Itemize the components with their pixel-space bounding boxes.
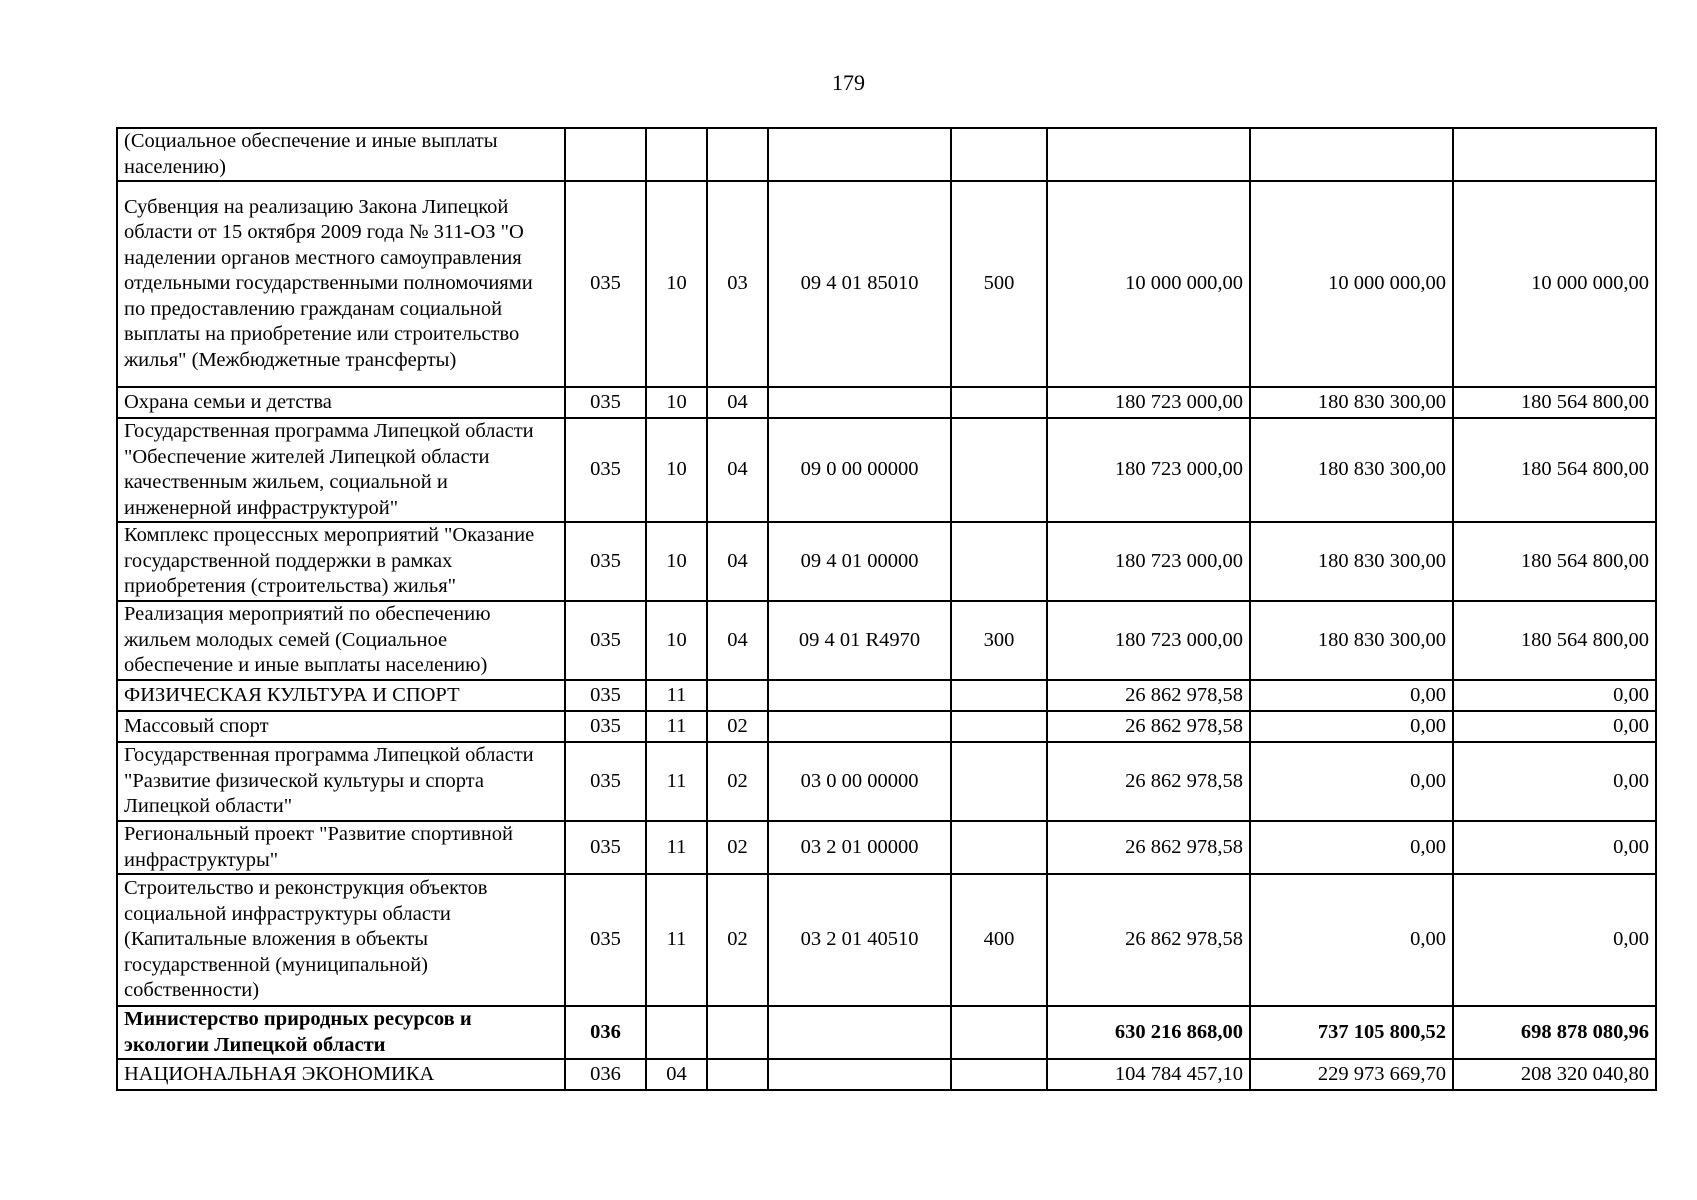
cell-csr [768,387,951,418]
cell-name: Региональный проект "Развитие спортивной инфраструктуры" [117,821,565,874]
cell-vr: 400 [951,874,1047,1006]
cell-rz: 11 [646,680,707,711]
cell-ved [565,128,646,181]
cell-pr: 02 [707,711,768,742]
cell-rz: 11 [646,742,707,821]
cell-amount-y3: 180 564 800,00 [1453,418,1656,522]
cell-rz: 10 [646,387,707,418]
cell-csr [768,1059,951,1090]
cell-name: Реализация мероприятий по обеспечению жильем молодых семей (Социальное обеспечение и иные выплаты населению) [117,601,565,680]
cell-ved: 036 [565,1059,646,1090]
table-row [117,1059,1656,1090]
cell-ved: 035 [565,742,646,821]
cell-amount-y2: 0,00 [1250,711,1453,742]
cell-name: Министерство природных ресурсов и экологии Липецкой области [117,1006,565,1059]
cell-ved: 035 [565,821,646,874]
cell-amount-y1: 26 862 978,58 [1047,874,1250,1006]
table-row [117,742,1656,821]
cell-amount-y3: 180 564 800,00 [1453,387,1656,418]
cell-name: (Социальное обеспечение и иные выплаты населению) [117,128,565,181]
cell-amount-y3: 0,00 [1453,821,1656,874]
cell-amount-y2: 180 830 300,00 [1250,601,1453,680]
cell-amount-y3: 698 878 080,96 [1453,1006,1656,1059]
cell-ved: 035 [565,680,646,711]
cell-name: Массовый спорт [117,711,565,742]
cell-pr: 02 [707,742,768,821]
cell-amount-y2: 0,00 [1250,680,1453,711]
table-row [117,711,1656,742]
cell-rz [646,1006,707,1059]
cell-csr [768,128,951,181]
cell-amount-y2: 0,00 [1250,821,1453,874]
cell-ved: 035 [565,387,646,418]
cell-ved: 035 [565,874,646,1006]
cell-name: Охрана семьи и детства [117,387,565,418]
table-row [117,821,1656,874]
cell-csr: 09 4 01 00000 [768,522,951,601]
cell-rz [646,128,707,181]
table-row [117,418,1656,522]
cell-pr: 02 [707,874,768,1006]
cell-pr [707,1059,768,1090]
cell-vr [951,711,1047,742]
cell-name: Государственная программа Липецкой области "Развитие физической культуры и спорта Липецкой области" [117,742,565,821]
cell-amount-y2: 180 830 300,00 [1250,522,1453,601]
cell-amount-y3: 0,00 [1453,680,1656,711]
cell-csr: 09 4 01 R4970 [768,601,951,680]
cell-ved: 035 [565,418,646,522]
cell-vr [951,680,1047,711]
cell-vr [951,418,1047,522]
cell-vr [951,742,1047,821]
page-number: 179 [832,70,865,95]
cell-amount-y1: 104 784 457,10 [1047,1059,1250,1090]
cell-amount-y3 [1453,128,1656,181]
cell-amount-y1: 26 862 978,58 [1047,711,1250,742]
cell-amount-y1: 180 723 000,00 [1047,601,1250,680]
cell-csr: 03 2 01 40510 [768,874,951,1006]
cell-vr [951,128,1047,181]
cell-amount-y1: 630 216 868,00 [1047,1006,1250,1059]
cell-csr: 03 2 01 00000 [768,821,951,874]
cell-rz: 04 [646,1059,707,1090]
cell-amount-y1: 180 723 000,00 [1047,387,1250,418]
cell-name: Субвенция на реализацию Закона Липецкой области от 15 октября 2009 года № 311-ОЗ "О наделении органов местного самоуправления отдельными государственными полномочиями по предоставлению гражданам социальной выплаты на приобретение или строительство жилья" (Межбюджетные трансферты) [117,181,565,387]
budget-table [116,127,1657,1091]
cell-ved: 035 [565,522,646,601]
cell-amount-y3: 0,00 [1453,742,1656,821]
cell-ved: 035 [565,181,646,387]
cell-name: Государственная программа Липецкой области "Обеспечение жителей Липецкой области качественным жильем, социальной и инженерной инфраструктурой" [117,418,565,522]
cell-amount-y3: 0,00 [1453,711,1656,742]
table-row [117,522,1656,601]
cell-ved: 035 [565,711,646,742]
cell-pr: 04 [707,418,768,522]
cell-name: Строительство и реконструкция объектов социальной инфраструктуры области (Капитальные вложения в объекты государственной (муниципальной) собственности) [117,874,565,1006]
cell-amount-y2: 10 000 000,00 [1250,181,1453,387]
cell-name: ФИЗИЧЕСКАЯ КУЛЬТУРА И СПОРТ [117,680,565,711]
cell-rz: 11 [646,874,707,1006]
cell-pr [707,1006,768,1059]
table-row [117,874,1656,1006]
cell-amount-y3: 208 320 040,80 [1453,1059,1656,1090]
cell-amount-y3: 10 000 000,00 [1453,181,1656,387]
cell-amount-y2: 180 830 300,00 [1250,418,1453,522]
table-row [117,601,1656,680]
cell-csr: 09 4 01 85010 [768,181,951,387]
cell-ved: 036 [565,1006,646,1059]
cell-rz: 10 [646,181,707,387]
cell-vr: 300 [951,601,1047,680]
cell-rz: 11 [646,821,707,874]
cell-rz: 11 [646,711,707,742]
table-row [117,680,1656,711]
cell-csr [768,711,951,742]
cell-amount-y2: 0,00 [1250,742,1453,821]
cell-vr [951,1006,1047,1059]
cell-pr: 04 [707,387,768,418]
cell-pr [707,128,768,181]
cell-ved: 035 [565,601,646,680]
cell-pr: 04 [707,522,768,601]
cell-amount-y3: 180 564 800,00 [1453,522,1656,601]
table-row [117,181,1656,387]
cell-amount-y2: 0,00 [1250,874,1453,1006]
cell-pr: 03 [707,181,768,387]
cell-amount-y2: 737 105 800,52 [1250,1006,1453,1059]
cell-amount-y3: 180 564 800,00 [1453,601,1656,680]
cell-rz: 10 [646,418,707,522]
cell-amount-y1: 180 723 000,00 [1047,522,1250,601]
cell-vr [951,1059,1047,1090]
cell-rz: 10 [646,601,707,680]
cell-amount-y2: 229 973 669,70 [1250,1059,1453,1090]
cell-vr [951,522,1047,601]
cell-pr [707,680,768,711]
cell-vr [951,387,1047,418]
table-row [117,1006,1656,1059]
cell-name: Комплекс процессных мероприятий "Оказание государственной поддержки в рамках приобретения (строительства) жилья" [117,522,565,601]
cell-amount-y2: 180 830 300,00 [1250,387,1453,418]
cell-csr [768,1006,951,1059]
cell-amount-y1: 180 723 000,00 [1047,418,1250,522]
cell-amount-y1: 26 862 978,58 [1047,821,1250,874]
cell-amount-y1: 26 862 978,58 [1047,742,1250,821]
cell-vr [951,821,1047,874]
cell-amount-y1: 26 862 978,58 [1047,680,1250,711]
table-row [117,387,1656,418]
cell-amount-y1 [1047,128,1250,181]
cell-csr: 09 0 00 00000 [768,418,951,522]
cell-csr: 03 0 00 00000 [768,742,951,821]
cell-rz: 10 [646,522,707,601]
cell-amount-y2 [1250,128,1453,181]
cell-vr: 500 [951,181,1047,387]
cell-csr [768,680,951,711]
cell-amount-y3: 0,00 [1453,874,1656,1006]
cell-amount-y1: 10 000 000,00 [1047,181,1250,387]
table-row [117,128,1656,181]
cell-pr: 02 [707,821,768,874]
cell-pr: 04 [707,601,768,680]
cell-name: НАЦИОНАЛЬНАЯ ЭКОНОМИКА [117,1059,565,1090]
